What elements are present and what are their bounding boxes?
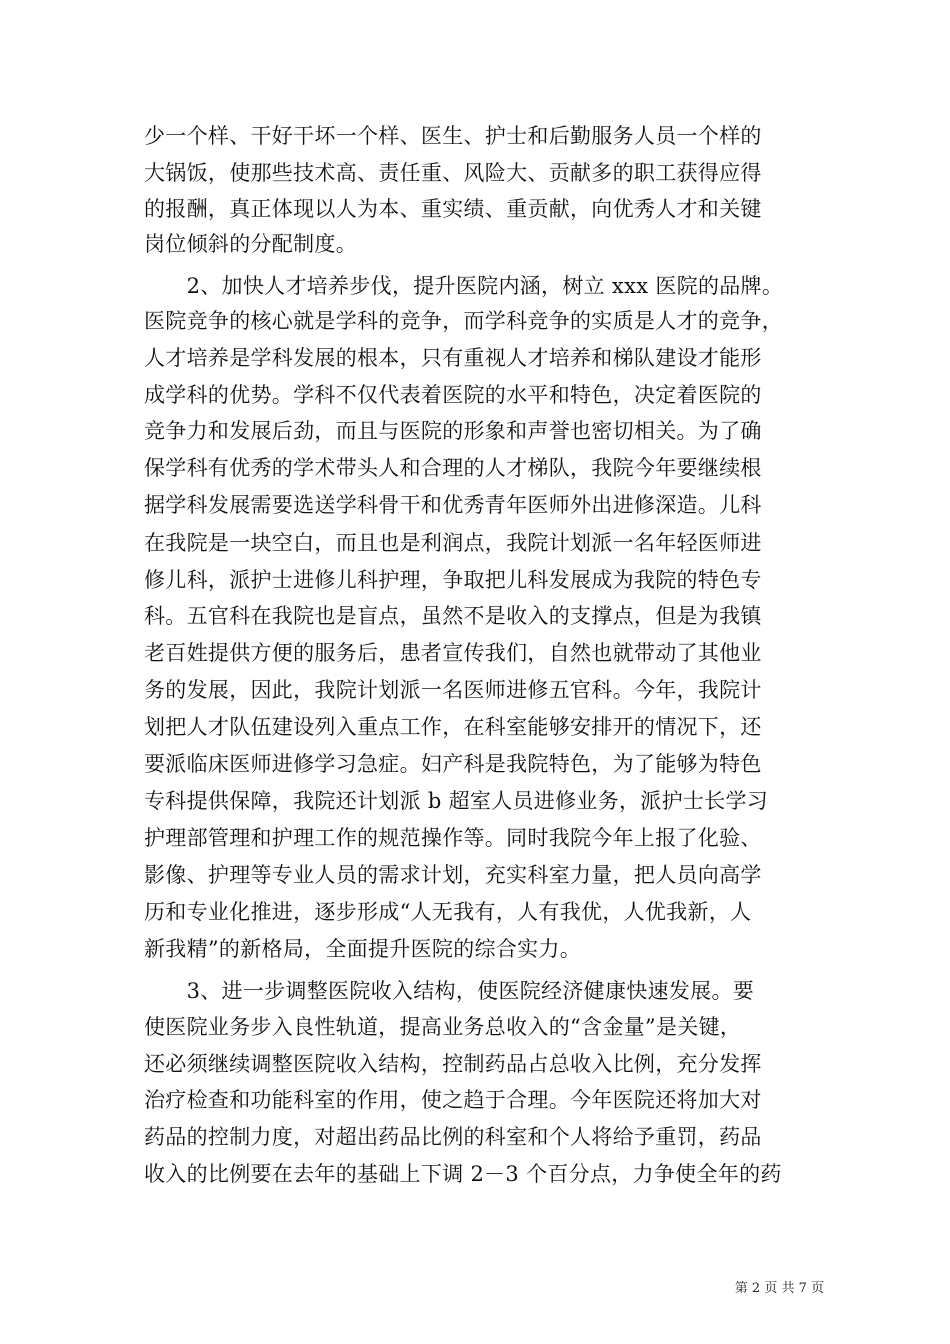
text-line: 竞争力和发展后劲，而且与医院的形象和声誉也密切相关。为了确 [144,419,762,443]
text-line: 历和专业化推进，逐步形成“人无我有，人有我优，人优我新，人 [144,900,752,924]
text-line: 科。五官科在我院也是盲点，虽然不是收入的支撑点，但是为我镇 [144,604,762,628]
text-line: 3、进一步调整医院收入结构，使医院经济健康快速发展。要 [144,979,755,1003]
text-line: 据学科发展需要选送学科骨干和优秀青年医师外出进修深造。儿科 [144,493,762,517]
text-line: 大锅饭，使那些技术高、责任重、风险大、贡献多的职工获得应得 [144,161,762,185]
text-line: 少一个样、干好干坏一个样、医生、护士和后勤服务人员一个样的 [144,124,762,148]
text-line: 人才培养是学科发展的根本，只有重视人才培养和梯队建设才能形 [144,346,762,370]
text-line: 护理部管理和护理工作的规范操作等。同时我院今年上报了化验、 [144,826,762,850]
text-line: 2、加快人才培养步伐，提升医院内涵，树立 xxx 医院的品牌。 [144,274,784,298]
text-line: 修儿科，派护士进修儿科护理，争取把儿科发展成为我院的特色专 [144,568,762,592]
text-line: 岗位倾斜的分配制度。 [144,232,357,256]
text-line: 成学科的优势。学科不仅代表着医院的水平和特色，决定着医院的 [144,383,762,407]
text-line: 影像、护理等专业人员的需求计划，充实科室力量，把人员向高学 [144,863,762,887]
text-line: 务的发展，因此，我院计划派一名医师进修五官科。今年，我院计 [144,678,762,702]
text-line: 新我精”的新格局，全面提升医院的综合实力。 [144,937,582,961]
text-line: 要派临床医师进修学习急症。妇产科是我院特色，为了能够为特色 [144,752,762,776]
text-line: 还必须继续调整医院收入结构，控制药品占总收入比例，充分发挥 [144,1052,762,1076]
text-line: 专科提供保障，我院还计划派 b 超室人员进修业务，派护士长学习 [144,789,769,813]
text-line: 收入的比例要在去年的基础上下调 2－3 个百分点，力争使全年的药 [144,1162,782,1186]
text-line: 药品的控制力度，对超出药品比例的科室和个人将给予重罚，药品 [144,1125,762,1149]
text-line: 治疗检查和功能科室的作用，使之趋于合理。今年医院还将加大对 [144,1088,762,1112]
text-line: 保学科有优秀的学术带头人和合理的人才梯队，我院今年要继续根 [144,456,762,480]
text-line: 医院竞争的核心就是学科的竞争，而学科竞争的实质是人才的竞争， [144,309,783,333]
text-line: 使医院业务步入良性轨道，提高业务总收入的“含金量”是关键， [144,1015,742,1039]
text-line: 在我院是一块空白，而且也是利润点，我院计划派一名年轻医师进 [144,531,762,555]
text-line: 老百姓提供方便的服务后，患者宣传我们，自然也就带动了其他业 [144,641,762,665]
text-line: 的报酬，真正体现以人为本、重实绩、重贡献，向优秀人才和关键 [144,197,762,221]
text-line: 划把人才队伍建设列入重点工作，在科室能够安排开的情况下，还 [144,715,762,739]
page-number: 第 2 页 共 7 页 [734,1281,824,1296]
